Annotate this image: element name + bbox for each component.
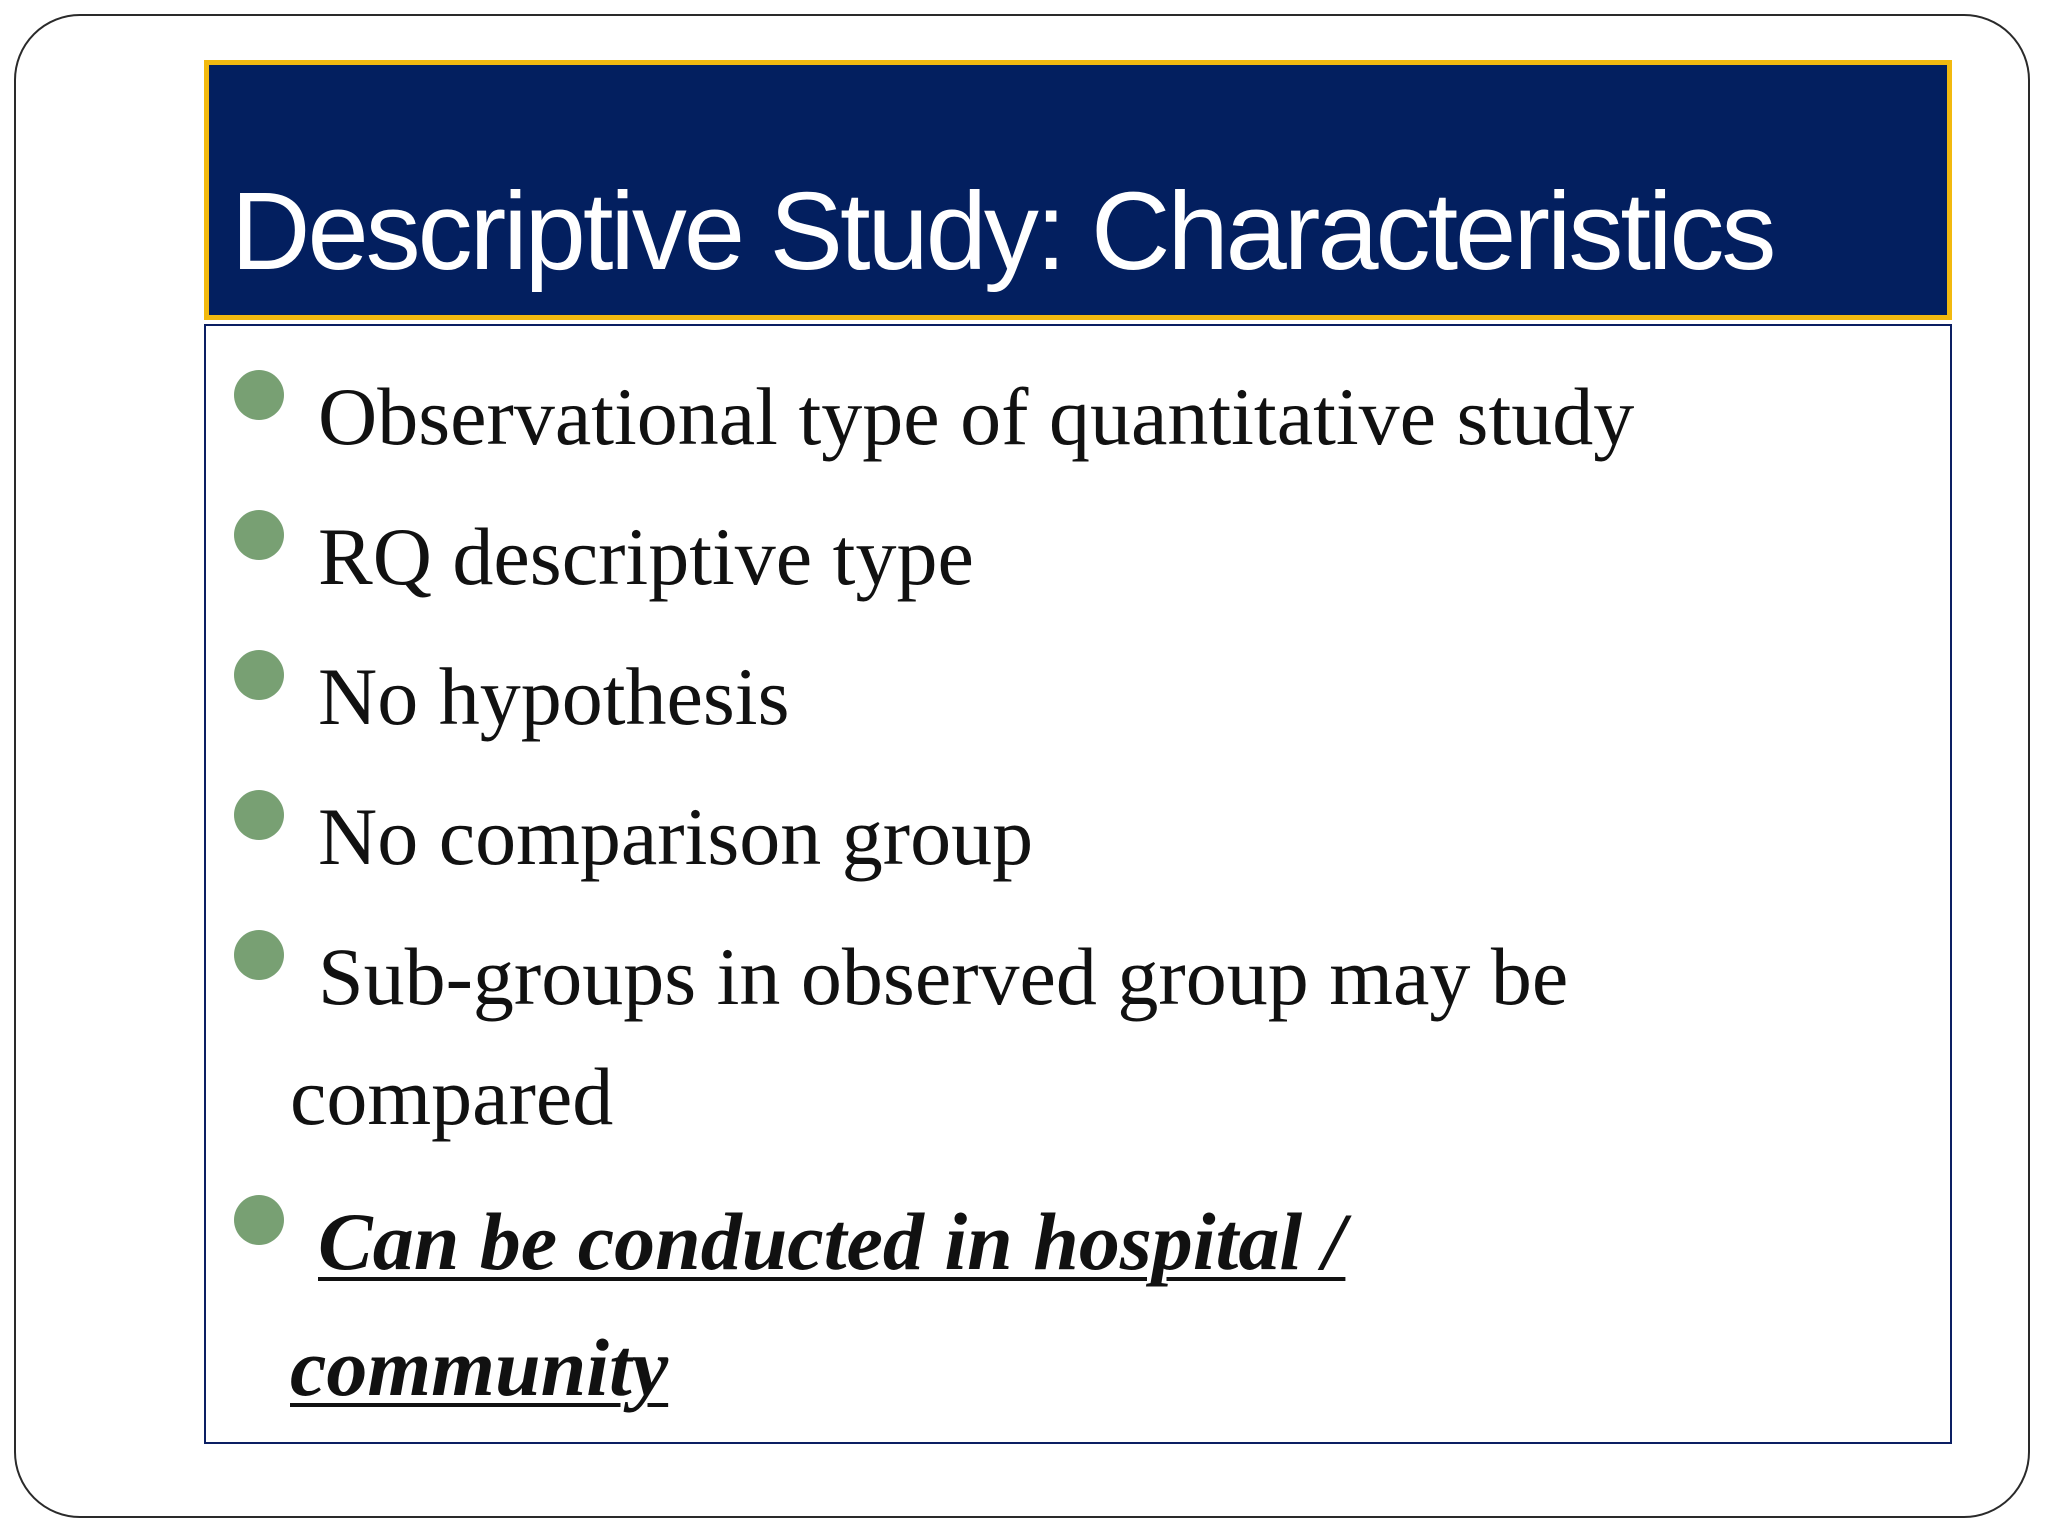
bullet-dot-icon	[234, 370, 284, 420]
bullet-text: No hypothesis	[318, 651, 790, 742]
bullet-dot-icon	[234, 790, 284, 840]
bullet-continuation-text-emphasized: community	[290, 1322, 669, 1413]
bullet-dot-icon	[234, 650, 284, 700]
bullet-text: No comparison group	[318, 791, 1034, 882]
slide-title: Descriptive Study: Characteristics	[231, 170, 1774, 293]
bullet-text: RQ descriptive type	[318, 511, 974, 602]
bullet-dot-icon	[234, 1195, 284, 1245]
bullet-text-emphasized: Can be conducted in hospital /	[318, 1196, 1346, 1287]
content-box	[204, 324, 1952, 1444]
bullet-dot-icon	[234, 510, 284, 560]
title-bar	[204, 60, 1952, 320]
bullet-text: Observational type of quantitative study	[318, 371, 1635, 462]
bullet-continuation-text: compared	[290, 1051, 614, 1142]
bullet-dot-icon	[234, 930, 284, 980]
bullet-text: Sub-groups in observed group may be	[318, 931, 1569, 1022]
